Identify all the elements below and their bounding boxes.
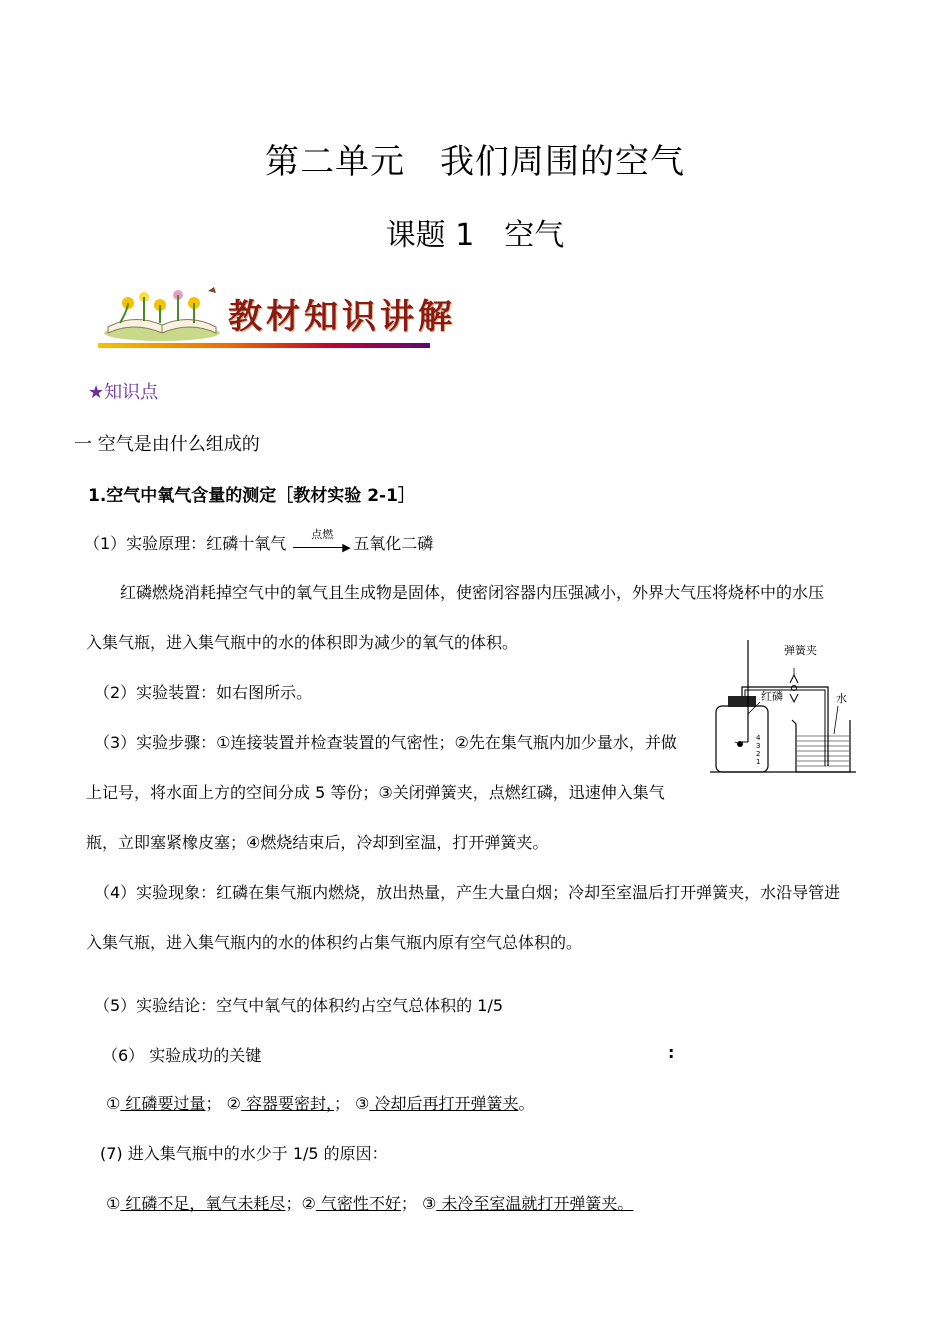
key-1-number: ① — [106, 1094, 121, 1113]
key-separator: ； ③ — [333, 1094, 370, 1113]
success-keys-list — [106, 1091, 535, 1114]
rubber-stopper — [728, 696, 756, 707]
reaction-condition: 点燃 — [311, 527, 334, 541]
experiment-principle — [84, 527, 434, 554]
knowledge-point-label: ★知识点 — [88, 382, 159, 403]
low-water-reasons-label: (7) 进入集气瓶中的水少于 1/5 的原因： — [100, 1144, 388, 1163]
success-keys-label: （6） 实验成功的关键 — [102, 1046, 262, 1065]
open-book-flowers-icon — [98, 283, 226, 343]
reason-separator: ；② — [285, 1194, 316, 1213]
experiment-apparatus-diagram — [708, 640, 858, 778]
scale-mark: 4 — [756, 734, 761, 742]
reason-1-number: ① — [106, 1194, 121, 1213]
beaker-water — [797, 736, 849, 766]
scale-mark: 1 — [756, 758, 761, 766]
key-separator: ； ② — [205, 1094, 241, 1113]
label-spring-clip: 弹簧夹 — [784, 644, 817, 657]
scale-mark: 2 — [756, 750, 761, 758]
key-3: 冷却后再打开弹簧夹 — [369, 1094, 519, 1113]
key-1: 红磷要过量 — [120, 1094, 206, 1113]
principle-label: （1）实验原理： — [84, 534, 207, 553]
success-keys-colon: : — [668, 1043, 675, 1062]
apparatus-item: （2）实验装置：如右图所示。 — [94, 683, 313, 702]
section-banner — [98, 283, 456, 351]
principle-explanation-line-1: 红磷燃烧消耗掉空气中的氧气且生成物是固体，使密闭容器内压强减小，外界大气压将烧杯中的水压 — [120, 583, 825, 602]
label-water: 水 — [836, 692, 847, 705]
reason-separator: ； ③ — [400, 1194, 437, 1213]
reaction-arrow: 点燃 ▶ — [293, 538, 351, 552]
banner-title: 教材知识讲解 — [228, 297, 456, 337]
key-2: 容器要密封， — [240, 1094, 334, 1113]
steps-line-3: 瓶，立即塞紧橡皮塞；④燃烧结束后，冷却到室温，打开弹簧夹。 — [86, 833, 549, 852]
reason-2: 气密性不好 — [315, 1194, 401, 1213]
steps-line-2: 上记号，将水面上方的空间分成 5 等份；③关闭弹簧夹，点燃红磷，迅速伸入集气 — [86, 783, 665, 802]
phenomenon-line-1: （4）实验现象：红磷在集气瓶内燃烧，放出热量，产生大量白烟；冷却至室温后打开弹簧夹，水沿导管进 — [94, 883, 841, 902]
label-red-phosphorus: 红磷 — [761, 690, 783, 703]
steps-line-1: （3）实验步骤：①连接装置并检查装置的气密性；②先在集气瓶内加少量水，并做 — [94, 733, 677, 752]
conclusion-item: （5）实验结论：空气中氧气的体积约占空气总体积的 1/5 — [94, 996, 504, 1015]
product: 五氧化二磷 — [353, 534, 434, 553]
low-water-reasons-list — [106, 1191, 633, 1214]
reason-1: 红磷不足，氧气未耗尽 — [120, 1194, 286, 1213]
scale-mark: 3 — [756, 742, 761, 750]
section-heading: 一 空气是由什么组成的 — [74, 434, 260, 455]
banner-underline — [98, 343, 430, 348]
subsection-heading: 1.空气中氧气含量的测定［教材实验 2-1］ — [88, 486, 415, 506]
principle-explanation-line-2: 入集气瓶，进入集气瓶中的水的体积即为减少的氧气的体积。 — [86, 633, 519, 652]
reason-3: 未冷至室温就打开弹簧夹。 — [436, 1194, 634, 1213]
page-title: 第二单元 我们周围的空气 — [265, 142, 685, 182]
phenomenon-line-2: 入集气瓶，进入集气瓶内的水的体积约占集气瓶内原有空气总体积的。 — [86, 933, 583, 952]
reactants: 红磷十氧气 — [206, 534, 287, 553]
key-end: 。 — [518, 1094, 535, 1113]
lesson-title: 课题 1 空气 — [385, 218, 565, 253]
